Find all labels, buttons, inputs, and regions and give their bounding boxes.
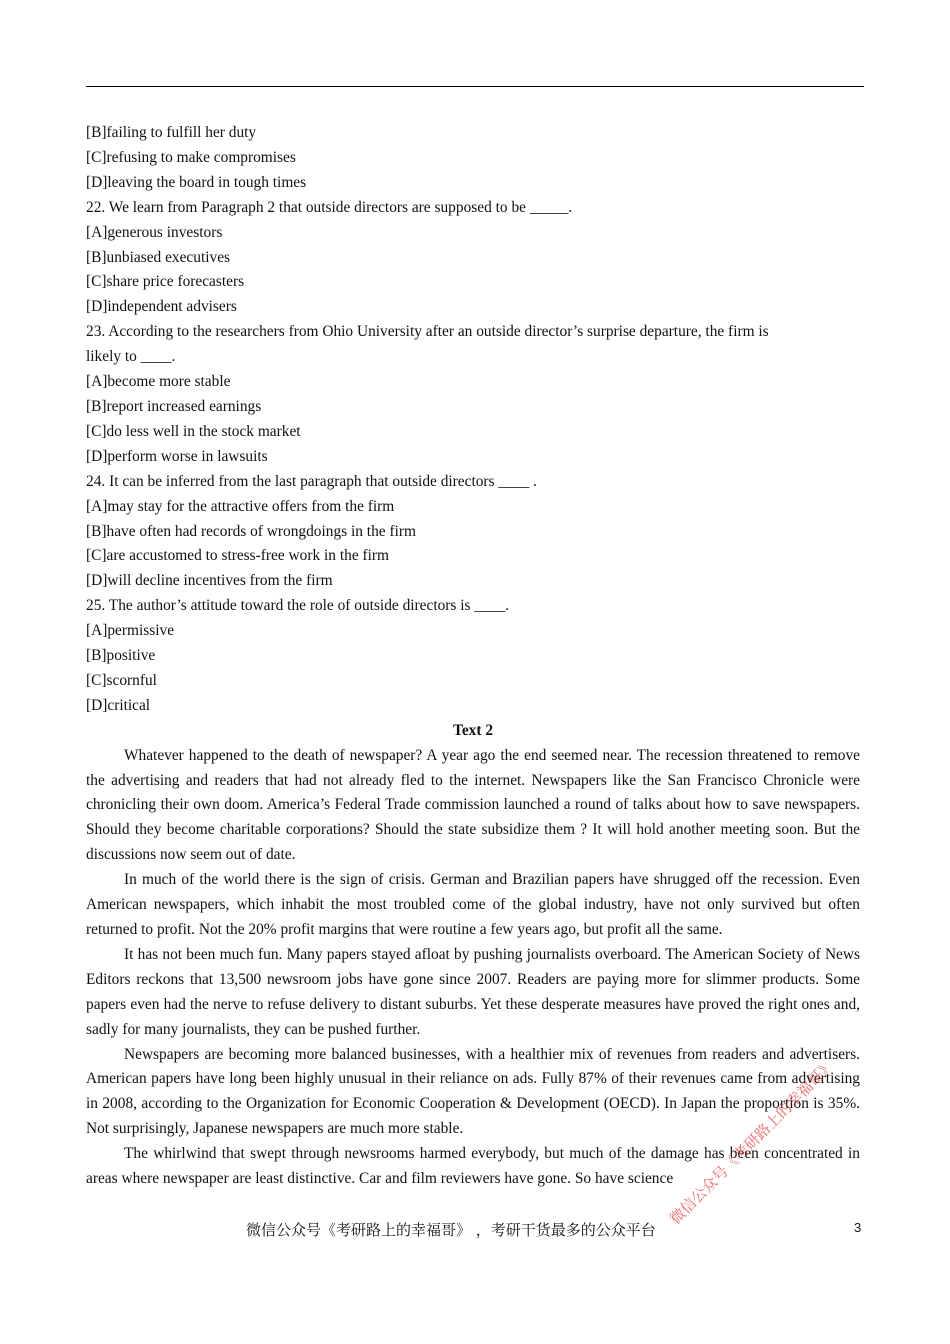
section-title: Text 2 xyxy=(452,721,494,739)
text2-body xyxy=(86,744,860,1192)
paragraph: Newspapers are becoming more balanced businesses, with a healthier mix of revenues from readers and advertisers. American papers have long been highly unusual in their reliance on ads. Fully 87% of their revenues came from advertising in 2008, according to the Organization for Economic Cooperation & Development (OECD). In Japan the proportion is 35%. Not surprisingly, Japanese newspapers are much more stable. xyxy=(86,1045,860,1138)
option-c: [C]are accustomed to stress-free work in the firm xyxy=(86,547,389,565)
option-a: [A]may stay for the attractive offers from the firm xyxy=(86,497,395,515)
option-c: [C]do less well in the stock market xyxy=(86,422,301,440)
paragraph: The whirlwind that swept through newsrooms harmed everybody, but much of the damage has been concentrated in areas where newspaper are least distinctive. Car and film reviewers have gone. So have science xyxy=(86,1145,860,1188)
option-c: [C]share price forecasters xyxy=(86,273,245,291)
option-c: [C]scornful xyxy=(86,671,157,689)
option-d: [D]perform worse in lawsuits xyxy=(86,447,268,465)
option-a: [A]permissive xyxy=(86,622,175,640)
option-b: [B]unbiased executives xyxy=(86,248,231,266)
question-25 xyxy=(86,594,860,719)
watermark-stamp: 微信公众号《考研路上的幸福哥》 xyxy=(666,1056,839,1228)
option-b: [B]report increased earnings xyxy=(86,397,262,415)
option-d: [D]independent advisers xyxy=(86,298,237,316)
page-content xyxy=(86,121,860,1192)
question-24 xyxy=(86,470,860,595)
question-22 xyxy=(86,196,860,321)
option-d: [D]leaving the board in tough times xyxy=(86,173,307,191)
question-stem: 25. The author’s attitude toward the role of outside directors is ____. xyxy=(86,597,510,615)
paragraph: Whatever happened to the death of newspaper? A year ago the end seemed near. The recession threatened to remove the advertising and readers that had not already fled to the internet. Newspapers like the San Francisco Chronicle were chronicling their own doom. America’s Federal Trade commission launched a round of talks about how to save newspapers. Should they become charitable corporations? Should the state subsidize them ? It will hold another meeting soon. But the discussions now seem out of date. xyxy=(86,746,860,864)
option-a: [A]become more stable xyxy=(86,373,231,391)
option-b: [B]have often had records of wrongdoings in the firm xyxy=(86,522,416,540)
option-c: [C]refusing to make compromises xyxy=(86,148,296,166)
option-d: [D]critical xyxy=(86,696,151,714)
q21-options xyxy=(86,121,860,196)
question-stem: 24. It can be inferred from the last paragraph that outside directors ____ . xyxy=(86,472,537,490)
footer-text: 微信公众号《考研路上的幸福哥》 ，考研干货最多的公众平台 xyxy=(246,1221,656,1239)
question-stem-continued: likely to ____. xyxy=(86,348,176,366)
paragraph: In much of the world there is the sign of crisis. German and Brazilian papers have shrugged off the recession. Even American newspapers, which inhabit the most troubled come of the global industry, have not only survived but often returned to profit. Not the 20% profit margins that were routine a few years ago, but profit all the same. xyxy=(86,871,860,938)
option-a: [A]generous investors xyxy=(86,223,223,241)
paragraph: It has not been much fun. Many papers stayed afloat by pushing journalists overboard. The American Society of News Editors reckons that 13,500 newsroom jobs have gone since 2007. Readers are paying more for slimmer products. Some papers even had the nerve to refuse delivery to distant suburbs. Yet these desperate measures have proved the right ones and, sadly for many journalists, they can be pushed further. xyxy=(86,945,860,1038)
option-b: [B]failing to fulfill her duty xyxy=(86,124,257,141)
question-stem: 22. We learn from Paragraph 2 that outside directors are supposed to be _____. xyxy=(86,198,573,216)
page-number: 3 xyxy=(854,1220,862,1235)
option-d: [D]will decline incentives from the firm xyxy=(86,572,333,590)
header-rule xyxy=(86,86,864,87)
question-23 xyxy=(86,320,860,469)
option-b: [B]positive xyxy=(86,647,156,665)
question-stem: 23. According to the researchers from Ohio University after an outside director’s surprise departure, the firm is xyxy=(86,323,769,341)
